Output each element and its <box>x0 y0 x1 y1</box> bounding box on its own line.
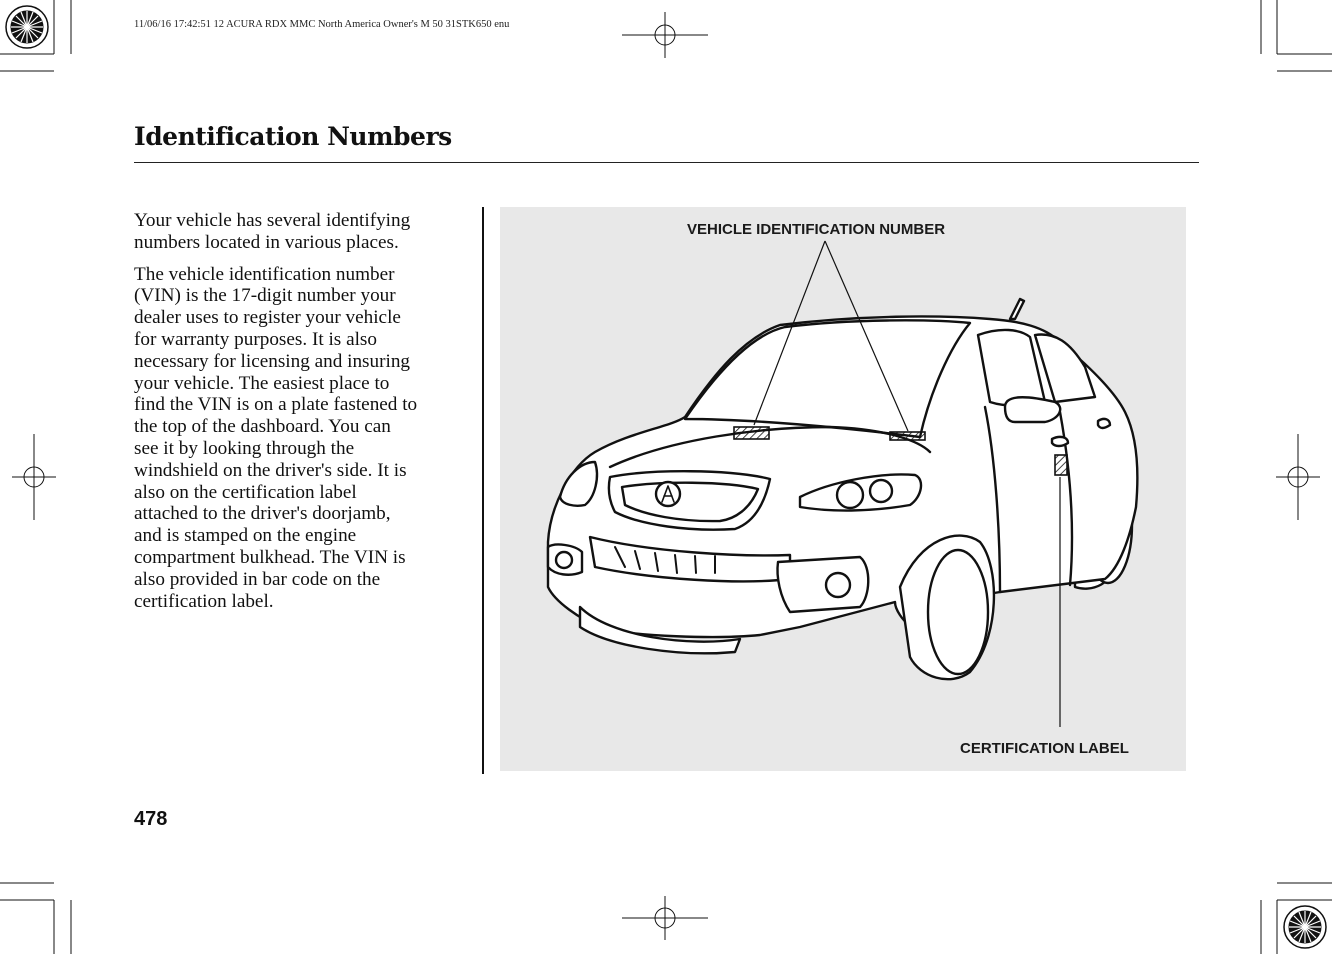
paragraph-vin <box>134 264 464 613</box>
text-line: Your vehicle has several identifying <box>134 210 411 231</box>
page-number: 478 <box>134 808 168 830</box>
text-line: The vehicle identification number <box>134 263 395 285</box>
text-line: windshield on the driver's side. It is <box>134 459 407 481</box>
text-line: and is stamped on the engine <box>134 525 357 547</box>
registration-mark-bottom <box>622 896 708 940</box>
text-line: (VIN) is the 17-digit number your <box>134 285 396 307</box>
vin-plate-marker <box>734 427 769 439</box>
paragraph-intro <box>134 210 464 254</box>
title-rule <box>134 162 1199 163</box>
print-header: 11/06/16 17:42:51 12 ACURA RDX MMC North America Owner's M 50 31STK650 enu <box>134 19 510 30</box>
registration-mark-top <box>622 12 708 58</box>
vehicle-illustration <box>500 207 1186 771</box>
text-line: dealer uses to register your vehicle <box>134 307 401 329</box>
certification-label-marker <box>1055 455 1067 475</box>
text-line: certification label. <box>134 590 274 612</box>
body-text <box>134 210 464 622</box>
column-divider <box>482 207 484 774</box>
text-line: also on the certification label <box>134 481 357 503</box>
text-line: the top of the dashboard. You can <box>134 416 391 438</box>
text-line: find the VIN is on a plate fastened to <box>134 394 418 416</box>
text-line: also provided in bar code on the <box>134 568 381 590</box>
registration-mark-left <box>12 434 56 520</box>
text-line: attached to the driver's doorjamb, <box>134 503 391 525</box>
registration-mark-right <box>1276 434 1320 520</box>
car-drawing <box>500 207 1186 771</box>
callout-vin: VEHICLE IDENTIFICATION NUMBER <box>687 221 946 238</box>
page-title: Identification Numbers <box>134 122 452 151</box>
text-line: see it by looking through the <box>134 437 355 459</box>
text-line: necessary for licensing and insuring <box>134 350 411 372</box>
starburst-mark-top-left <box>6 6 48 48</box>
callout-certification-label: CERTIFICATION LABEL <box>960 740 1129 757</box>
starburst-mark-bottom-right <box>1284 906 1326 948</box>
text-line: numbers located in various places. <box>134 231 399 253</box>
text-line: compartment bulkhead. The VIN is <box>134 546 406 568</box>
text-line: your vehicle. The easiest place to <box>134 372 390 394</box>
text-line: for warranty purposes. It is also <box>134 328 377 350</box>
vin-stamp-marker <box>890 432 925 440</box>
